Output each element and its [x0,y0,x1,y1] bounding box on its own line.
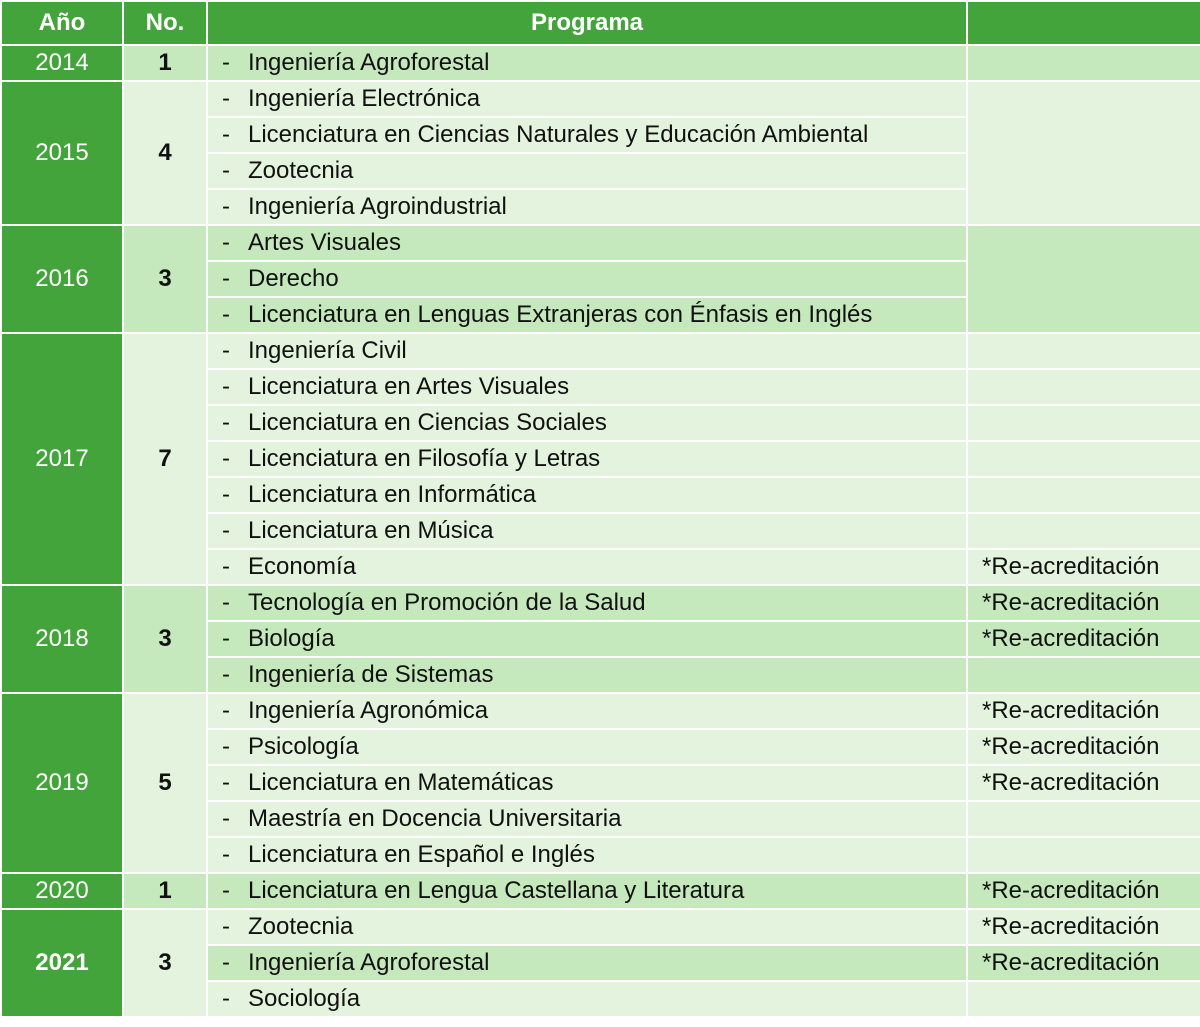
program-name: Licenciatura en Lengua Castellana y Literatura [248,877,745,904]
program-name: Zootecnia [248,913,354,940]
program-cell [207,729,967,765]
program-cell [207,297,967,333]
program-cell [207,657,967,693]
note-cell [967,81,1200,225]
program-cell [207,513,967,549]
dash-bullet: - [222,697,230,724]
note-cell [967,513,1200,549]
note-cell [967,657,1200,693]
program-name: Economía [248,553,357,580]
program-cell [207,333,967,369]
dash-bullet: - [222,553,230,580]
header-program: Programa [207,1,967,45]
program-cell [207,405,967,441]
dash-bullet: - [222,517,230,544]
count-cell: 3 [123,909,207,1017]
table-row [1,693,1200,729]
dash-bullet: - [222,373,230,400]
program-name: Ingeniería Electrónica [248,85,481,112]
program-name: Licenciatura en Lenguas Extranjeras con Énfasis en Inglés [248,301,873,328]
program-name: Licenciatura en Ciencias Naturales y Educación Ambiental [248,121,869,148]
note-cell: *Re-acreditación [967,585,1200,621]
note-cell: *Re-acreditación [967,729,1200,765]
dash-bullet: - [222,121,230,148]
year-cell: 2019 [1,693,123,873]
note-cell [967,333,1200,369]
dash-bullet: - [222,85,230,112]
year-cell: 2014 [1,45,123,81]
program-cell [207,81,967,117]
program-name: Ingeniería de Sistemas [248,661,494,688]
count-cell: 1 [123,45,207,81]
note-cell [967,441,1200,477]
program-name: Licenciatura en Informática [248,481,537,508]
program-name: Ingeniería Civil [248,337,407,364]
program-name: Maestría en Docencia Universitaria [248,805,622,832]
table-row [1,45,1200,81]
table-row [1,225,1200,261]
note-cell: *Re-acreditación [967,873,1200,909]
program-cell [207,801,967,837]
count-cell: 3 [123,585,207,693]
dash-bullet: - [222,769,230,796]
dash-bullet: - [222,589,230,616]
program-name: Ingeniería Agronómica [248,697,489,724]
note-cell [967,477,1200,513]
header-no: No. [123,1,207,45]
program-cell [207,153,967,189]
dash-bullet: - [222,409,230,436]
count-cell: 1 [123,873,207,909]
note-cell [967,801,1200,837]
program-name: Licenciatura en Español e Inglés [248,841,595,868]
program-cell [207,477,967,513]
dash-bullet: - [222,841,230,868]
dash-bullet: - [222,193,230,220]
note-cell: *Re-acreditación [967,909,1200,945]
table-row [1,585,1200,621]
table-row [1,333,1200,369]
dash-bullet: - [222,157,230,184]
program-name: Psicología [248,733,359,760]
dash-bullet: - [222,265,230,292]
program-name: Licenciatura en Matemáticas [248,769,554,796]
header-row [1,1,1200,45]
note-cell [967,981,1200,1017]
program-name: Ingeniería Agroindustrial [248,193,507,220]
year-cell: 2015 [1,81,123,225]
note-cell [967,45,1200,81]
dash-bullet: - [222,913,230,940]
year-cell: 2021 [1,909,123,1017]
dash-bullet: - [222,985,230,1012]
program-cell [207,189,967,225]
program-cell [207,261,967,297]
program-cell [207,621,967,657]
year-cell: 2016 [1,225,123,333]
table-row [1,81,1200,117]
program-cell [207,945,967,981]
year-cell: 2017 [1,333,123,585]
program-cell [207,441,967,477]
program-cell [207,693,967,729]
table-row [1,873,1200,909]
note-cell [967,405,1200,441]
program-name: Licenciatura en Filosofía y Letras [248,445,601,472]
program-name: Ingeniería Agroforestal [248,949,490,976]
dash-bullet: - [222,337,230,364]
count-cell: 4 [123,81,207,225]
note-cell: *Re-acreditación [967,621,1200,657]
note-cell [967,369,1200,405]
program-cell [207,117,967,153]
count-cell: 7 [123,333,207,585]
dash-bullet: - [222,481,230,508]
dash-bullet: - [222,877,230,904]
program-cell [207,981,967,1017]
dash-bullet: - [222,949,230,976]
count-cell: 3 [123,225,207,333]
dash-bullet: - [222,445,230,472]
program-name: Zootecnia [248,157,354,184]
count-cell: 5 [123,693,207,873]
program-name: Derecho [248,265,339,292]
note-cell: *Re-acreditación [967,549,1200,585]
program-name: Biología [248,625,335,652]
program-name: Licenciatura en Ciencias Sociales [248,409,607,436]
program-cell [207,369,967,405]
dash-bullet: - [222,733,230,760]
program-name: Sociología [248,985,361,1012]
note-cell: *Re-acreditación [967,765,1200,801]
note-cell: *Re-acreditación [967,945,1200,981]
program-name: Licenciatura en Artes Visuales [248,373,570,400]
note-cell [967,225,1200,333]
dash-bullet: - [222,661,230,688]
program-cell [207,549,967,585]
table-row [1,909,1200,945]
dash-bullet: - [222,625,230,652]
year-cell: 2020 [1,873,123,909]
program-name: Ingeniería Agroforestal [248,49,490,76]
dash-bullet: - [222,805,230,832]
program-cell [207,225,967,261]
program-cell [207,837,967,873]
year-cell: 2018 [1,585,123,693]
program-cell [207,585,967,621]
program-cell [207,873,967,909]
program-cell [207,765,967,801]
program-cell [207,909,967,945]
note-cell: *Re-acreditación [967,693,1200,729]
dash-bullet: - [222,229,230,256]
dash-bullet: - [222,301,230,328]
program-cell [207,45,967,81]
program-name: Licenciatura en Música [248,517,494,544]
program-name: Artes Visuales [248,229,401,256]
program-name: Tecnología en Promoción de la Salud [248,589,646,616]
header-year: Año [1,1,123,45]
note-cell [967,837,1200,873]
header-note [967,1,1200,45]
dash-bullet: - [222,49,230,76]
